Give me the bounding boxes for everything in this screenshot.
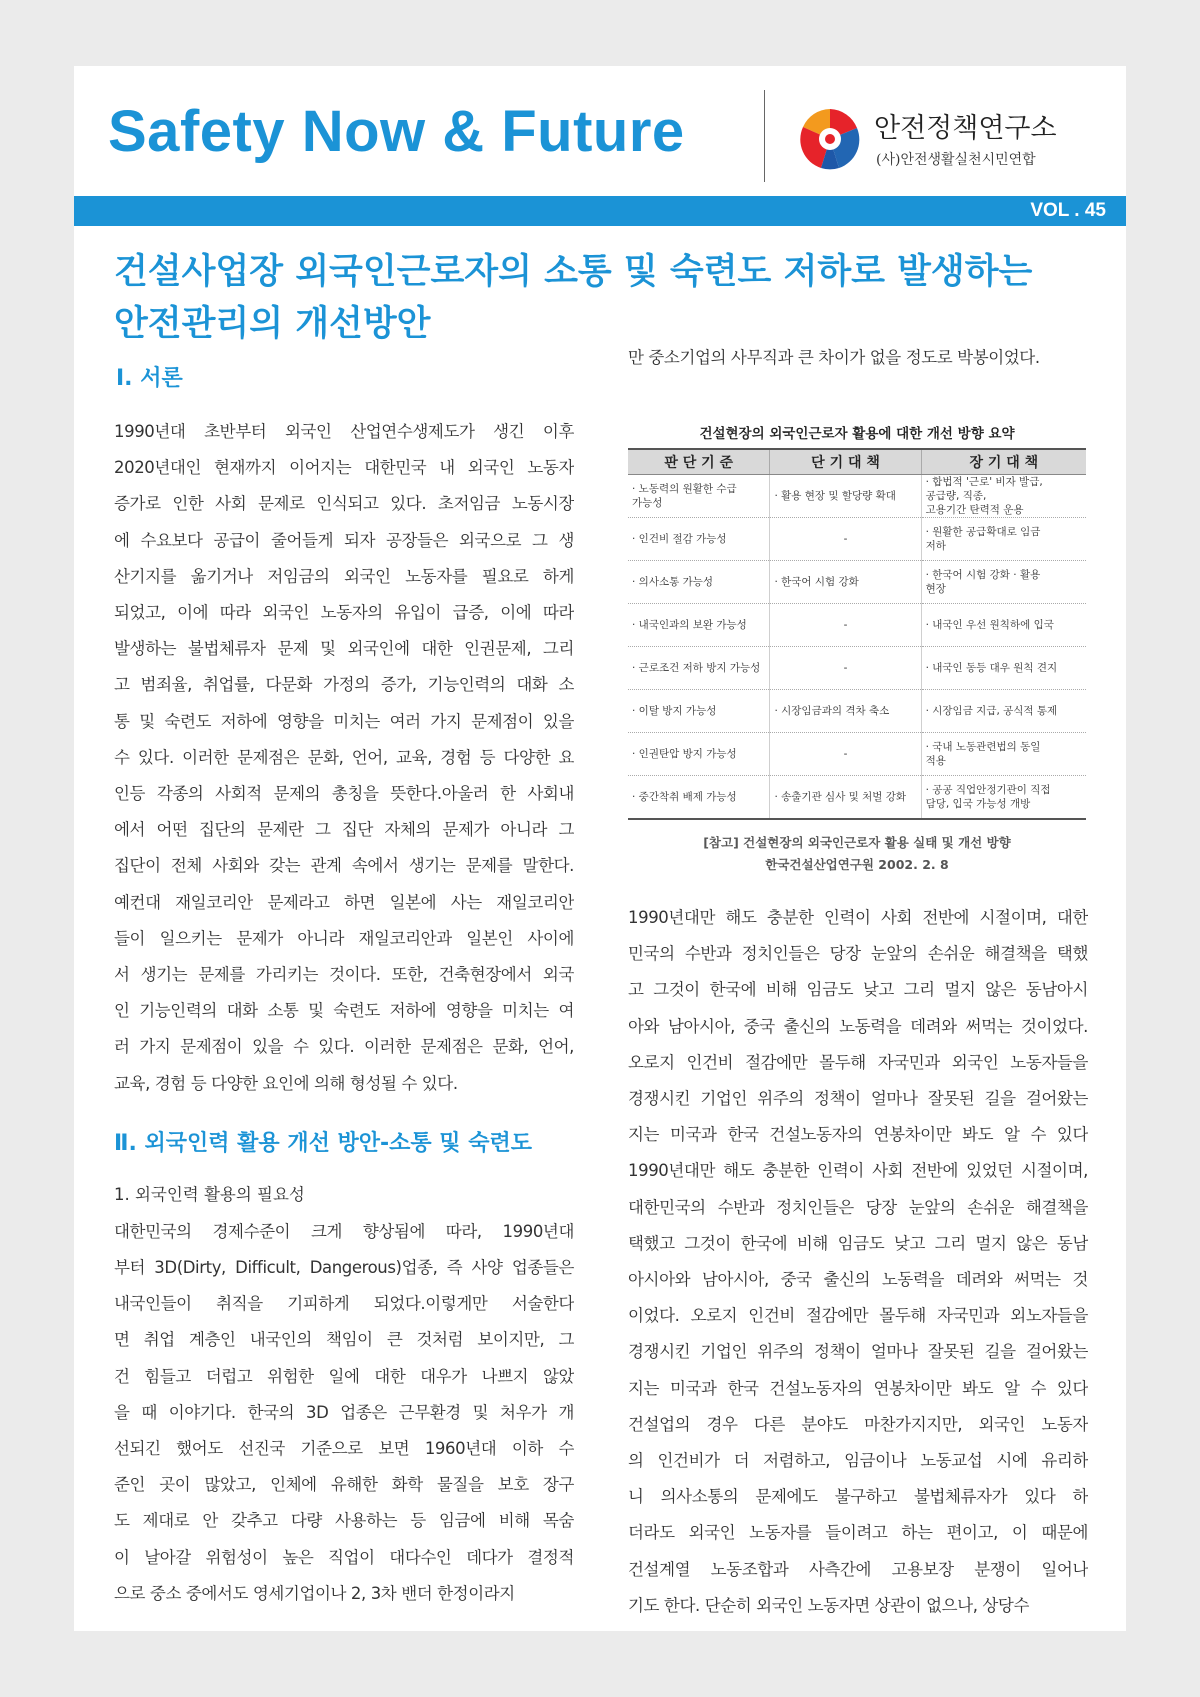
text-line: 택했고 그것이 한국에 비해 임금도 낮고 그리 멀지 않은 동남	[628, 1233, 1088, 1253]
text-line: 면 취업 계층인 내국인의 책임이 큰 것처럼 보이지만, 그	[114, 1330, 574, 1350]
org-subtitle: (사)안전생활실천시민연합	[876, 152, 1036, 168]
text-line: 2020년대인 현재까지 이어지는 대한민국 내 외국인 노동자	[114, 458, 574, 478]
text-line: 내국인들이 취직을 기피하게 되었다.이렇게만 서술한다	[114, 1294, 574, 1314]
text-line: 증가로 인한 사회 문제로 인식되고 있다. 초저임금 노동시장	[114, 494, 574, 514]
text-line: 부터 3D(Dirty, Difficult, Dangerous)업종, 즉 사양 업종들은	[114, 1258, 574, 1278]
table-cell: · 중간착취 배제 가능성	[628, 776, 770, 820]
table-cell: · 내국인 우선 원칙하에 입국	[921, 604, 1086, 647]
text-line: 1990년대만 해도 충분한 인력이 사회 전반에 시절이며, 대한	[628, 908, 1088, 927]
text-line: 건설업의 경우 다른 분야도 마찬가지지만, 외국인 노동자	[628, 1414, 1088, 1434]
table-row	[628, 647, 1086, 690]
table-cell: · 송출기관 심사 및 처벌 강화	[770, 776, 921, 820]
text-line: 교육, 경험 등 다양한 요인에 의해 형성될 수 있다.	[114, 1073, 458, 1093]
right-column	[628, 336, 1088, 380]
table-cell: · 국내 노동관련법의 동일 적용	[921, 733, 1086, 776]
table-cell: · 노동력의 원활한 수급 가능성	[628, 475, 770, 518]
table-title: 건설현장의 외국인근로자 활용에 대한 개선 방향 요약	[699, 426, 1015, 442]
table-cell: -	[770, 604, 921, 647]
table-source-note: [참고] 건설현장의 외국인근로자 활용 실태 및 개선 방향 한국건설산업연구원 2002. 2. 8	[703, 835, 1011, 872]
text-line: 통 및 숙련도 저하에 영향을 미치는 여러 가지 문제점이 있을	[114, 711, 574, 731]
summary-table-block	[628, 422, 1086, 876]
table-cell: · 근로조건 저하 방지 가능성	[628, 647, 770, 690]
text-line: 이 날아갈 위험성이 높은 직업이 대다수인 데다가 결정적	[114, 1547, 574, 1567]
table-row	[628, 733, 1086, 776]
text-line: 대한민국의 경제수준이 크게 향상됨에 따라, 1990년대	[114, 1221, 574, 1241]
text-line: 수 있다. 이러한 문제점은 문화, 언어, 교육, 경험 등 다양한 요	[114, 747, 574, 767]
text-line: 을 때 이야기다. 한국의 3D 업종은 근무환경 및 처우가 개	[114, 1402, 574, 1422]
text-line: 건 힘들고 더럽고 위험한 일에 대한 대우가 나쁘지 않았	[114, 1366, 574, 1386]
section-2-body	[114, 1214, 574, 1612]
text-line: 경쟁시킨 기업인 위주의 정책이 얼마나 잘못된 길을 걸어왔는	[628, 1342, 1088, 1362]
right-column-body	[628, 900, 1088, 1624]
text-line: 서 생기는 문제를 가리키는 것이다. 또한, 건축현장에서 외국	[114, 965, 574, 985]
text-line: 1990년대만 해도 충분한 인력이 사회 전반에 있었던 시절이며,	[628, 1161, 1088, 1181]
table-row	[628, 561, 1086, 604]
article-title	[114, 246, 1104, 350]
text-line: 1990년대 초반부터 외국인 산업연수생제도가 생긴 이후	[114, 422, 574, 441]
article-title-line: 건설사업장 외국인근로자의 소통 및 숙련도 저하로 발생하는	[114, 252, 1033, 292]
org-name: 안전정책연구소	[874, 113, 1057, 144]
article-title-line: 안전관리의 개선방안	[114, 304, 431, 344]
text-line: 에서 어떤 집단의 문제란 그 집단 자체의 문제가 아니라 그	[114, 820, 574, 840]
text-line: 이었다. 오로지 인건비 절감에만 몰두해 자국민과 외노자들을	[628, 1306, 1088, 1326]
subsection-title: 1. 외국인력 활용의 필요성	[114, 1184, 305, 1204]
text-line: 경쟁시킨 기업인 위주의 정책이 얼마나 잘못된 길을 걸어왔는	[628, 1089, 1088, 1109]
right-top-line: 만 중소기업의 사무직과 큰 차이가 없을 정도로 박봉이었다.	[628, 348, 1040, 367]
masthead-title: Safety Now & Future	[108, 99, 685, 164]
summary-table	[628, 448, 1086, 820]
section-1-title: Ⅰ. 서론	[116, 366, 183, 391]
text-line: 인등 각종의 사회적 문제의 총칭을 뜻한다.아울러 한 사회내	[114, 784, 574, 804]
text-line: 니 의사소통의 문제에도 불구하고 불법체류자가 있다 하	[628, 1487, 1088, 1507]
text-line: 집단이 전체 사회와 갖는 관계 속에서 생기는 문제를 말한다.	[114, 856, 574, 876]
text-line: 오로지 인건비 절감에만 몰두해 자국민과 외국인 노동자들을	[628, 1052, 1088, 1072]
text-line: 러 가지 문제점이 있을 수 있다. 이러한 문제점은 문화, 언어,	[114, 1037, 574, 1057]
text-line: 예컨대 재일코리안 문제라고 하면 일본에 사는 재일코리안	[114, 892, 574, 912]
table-row	[628, 690, 1086, 733]
text-line: 지는 미국과 한국 건설노동자의 연봉차이만 봐도 알 수 있다	[628, 1378, 1088, 1398]
table-cell: · 공공 직업안정기관이 직접 담당, 입국 가능성 개방	[921, 776, 1086, 820]
text-line: 으로 중소 중에서도 영세기업이나 2, 3차 밴더 한정이라지	[114, 1583, 515, 1603]
text-line: 대한민국의 수반과 정치인들은 당장 눈앞의 손쉬운 해결책을	[628, 1197, 1088, 1217]
table-cell: · 내국인 동등 대우 원칙 견지	[921, 647, 1086, 690]
table-row	[628, 604, 1086, 647]
text-line: 의 인건비가 더 저렴하고, 임금이나 노동교섭 시에 유리하	[628, 1451, 1088, 1471]
table-cell: · 시장임금 지급, 공식적 통제	[921, 690, 1086, 733]
text-line: 선되긴 했어도 선진국 기준으로 보면 1960년대 이하 수	[114, 1439, 574, 1459]
text-line: 기도 한다. 단순히 외국인 노동자면 상관이 없으나, 상당수	[628, 1595, 1030, 1615]
table-cell: -	[770, 647, 921, 690]
text-line: 도 제대로 안 갖추고 다량 사용하는 등 임금에 비해 목숨	[114, 1511, 574, 1531]
table-cell: · 활용 현장 및 할당량 확대	[770, 475, 921, 518]
text-line: 지는 미국과 한국 건설노동자의 연봉차이만 봐도 알 수 있다	[628, 1125, 1088, 1145]
table-header: 단 기 대 책	[770, 449, 921, 475]
table-cell: -	[770, 733, 921, 776]
table-row	[628, 776, 1086, 820]
text-line: 더라도 외국인 노동자를 들이려고 하는 편이고, 이 때문에	[628, 1523, 1088, 1543]
text-line: 준인 곳이 많았고, 인체에 유해한 화학 물질을 보호 장구	[114, 1475, 574, 1495]
table-row	[628, 475, 1086, 518]
text-line: 되었고, 이에 따라 외국인 노동자의 유입이 급증, 이에 따라	[114, 603, 574, 623]
table-cell: · 합법적 '근로' 비자 발급, 공급량, 직종, 고용기간 탄력적 운용	[921, 475, 1086, 518]
text-line: 아와 남아시아, 중국 출신의 노동력을 데려와 써먹는 것이었다.	[628, 1016, 1088, 1036]
section-1-body	[114, 414, 574, 1102]
text-line: 에 수요보다 공급이 줄어들게 되자 공장들은 외국으로 그 생	[114, 530, 574, 550]
section-2-title: Ⅱ. 외국인력 활용 개선 방안-소통 및 숙련도	[114, 1130, 532, 1156]
table-row	[628, 518, 1086, 561]
table-cell: -	[770, 518, 921, 561]
newsletter-page	[74, 66, 1126, 1631]
text-line: 발생하는 불법체류자 문제 및 외국인에 대한 인권문제, 그리	[114, 639, 574, 659]
text-line: 산기지를 옮기거나 저임금의 외국인 노동자를 필요로 하게	[114, 566, 574, 586]
table-cell: · 한국어 시험 강화 · 활용 현장	[921, 561, 1086, 604]
table-header: 판 단 기 준	[628, 449, 770, 475]
text-line: 민국의 수반과 정치인들은 당장 눈앞의 손쉬운 해결책을 택했	[628, 944, 1088, 964]
table-cell: · 인권탄압 방지 가능성	[628, 733, 770, 776]
table-cell: · 원활한 공급확대로 임금 저하	[921, 518, 1086, 561]
text-line: 고 범죄율, 취업률, 다문화 가정의 증가, 기능인력의 대화 소	[114, 675, 574, 695]
text-line: 들이 일으키는 문제가 아니라 재일코리안과 일본인 사이에	[114, 928, 574, 948]
volume-bar	[74, 196, 1126, 226]
header-divider	[764, 90, 765, 182]
table-cell: · 한국어 시험 강화	[770, 561, 921, 604]
table-cell: · 의사소통 가능성	[628, 561, 770, 604]
volume-number: VOL . 45	[1030, 200, 1106, 221]
text-line: 건설계열 노동조합과 사측간에 고용보장 분쟁이 일어나	[628, 1559, 1088, 1579]
right-body	[628, 900, 1088, 1624]
table-cell: · 인건비 절감 가능성	[628, 518, 770, 561]
text-line: 아시아와 남아시아, 중국 출신의 노동력을 데려와 써먹는 것	[628, 1270, 1088, 1290]
left-column	[114, 366, 574, 1612]
text-line: 고 그것이 한국에 비해 임금도 낮고 그리 멀지 않은 동남아시	[628, 980, 1088, 1000]
text-line: 인 기능인력의 대화 소통 및 숙련도 저하에 영향을 미치는 여	[114, 1001, 574, 1021]
table-cell: · 내국인과의 보완 가능성	[628, 604, 770, 647]
table-cell: · 시장임금과의 격차 축소	[770, 690, 921, 733]
org-logo-icon	[799, 108, 861, 170]
table-header: 장 기 대 책	[921, 449, 1086, 475]
table-cell: · 이탈 방지 가능성	[628, 690, 770, 733]
